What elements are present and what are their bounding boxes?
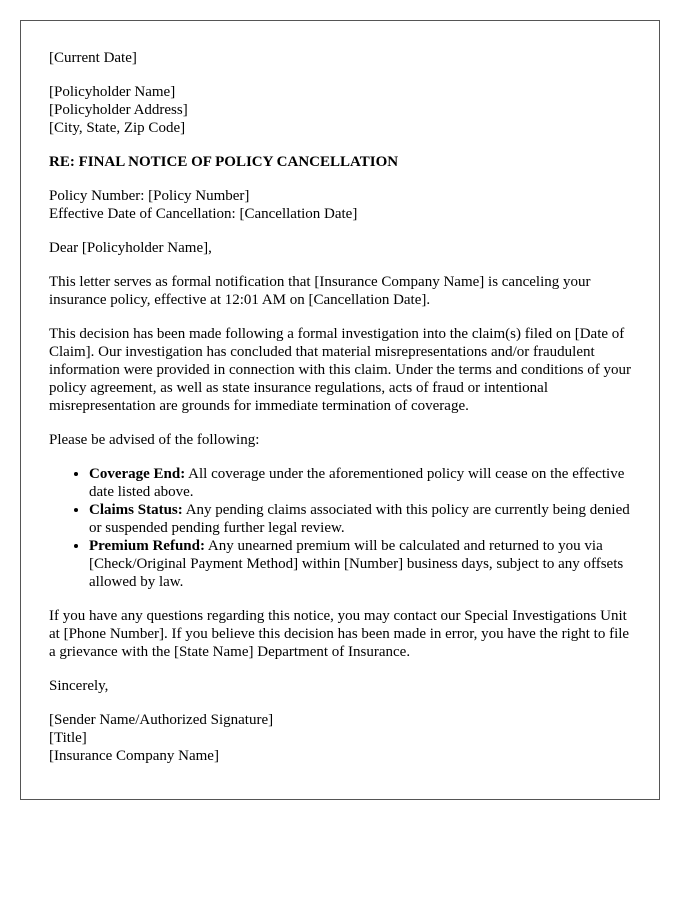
list-item (89, 537, 631, 591)
recipient-address-block (49, 83, 631, 137)
policy-details (49, 187, 631, 223)
list-item-label: Coverage End: (89, 466, 186, 482)
contact-paragraph: If you have any questions regarding this notice, you may contact our Special Investigations Unit at [Phone Number]. If you believe this decision has been made in error, you have the right to file a grievance with the [State Name] Department of Insurance. (49, 608, 630, 660)
recipient-address: [Policyholder Address] (49, 102, 188, 118)
list-item-text: All coverage under the aforementioned policy will cease on the effective date listed above. (89, 466, 625, 500)
sender-company: [Insurance Company Name] (49, 748, 219, 764)
letter-page (20, 20, 660, 800)
date-text: [Current Date] (49, 50, 137, 66)
recipient-name: [Policyholder Name] (49, 84, 176, 100)
subject-line: RE: FINAL NOTICE OF POLICY CANCELLATION (49, 154, 399, 170)
list-item (89, 501, 631, 537)
sender-name: [Sender Name/Authorized Signature] (49, 712, 274, 728)
list-item-text: Any unearned premium will be calculated and returned to you via [Check/Original Payment Method] within [Number] business days, subject to any offsets allowed by law. (89, 538, 624, 590)
cancellation-date: Effective Date of Cancellation: [Cancellation Date] (49, 206, 358, 222)
sender-title: [Title] (49, 730, 87, 746)
advisory-intro: Please be advised of the following: (49, 432, 260, 448)
investigation-paragraph: This decision has been made following a formal investigation into the claim(s) filed on [Date of Claim]. Our investigation has concluded that material misrepresentations and/or fraudulent information were provided in connection with this claim. Under the terms and conditions of your policy agreement, as well as state insurance regulations, acts of fraud or intentional misrepresentation are grounds for immediate termination of coverage. (49, 326, 631, 414)
list-item-label: Claims Status: (89, 502, 183, 518)
signature-block (49, 711, 631, 765)
recipient-city: [City, State, Zip Code] (49, 120, 186, 136)
letter-date (49, 49, 631, 67)
policy-number: Policy Number: [Policy Number] (49, 188, 250, 204)
list-item-label: Premium Refund: (89, 538, 205, 554)
notification-paragraph: This letter serves as formal notification that [Insurance Company Name] is canceling your insurance policy, effective at 12:01 AM on [Cancellation Date]. (49, 274, 591, 308)
closing: Sincerely, (49, 678, 109, 694)
advisory-list (49, 465, 631, 591)
salutation: Dear [Policyholder Name], (49, 240, 212, 256)
list-item-text: Any pending claims associated with this policy are currently being denied or suspended pending further legal review. (89, 502, 630, 536)
list-item (89, 465, 631, 501)
